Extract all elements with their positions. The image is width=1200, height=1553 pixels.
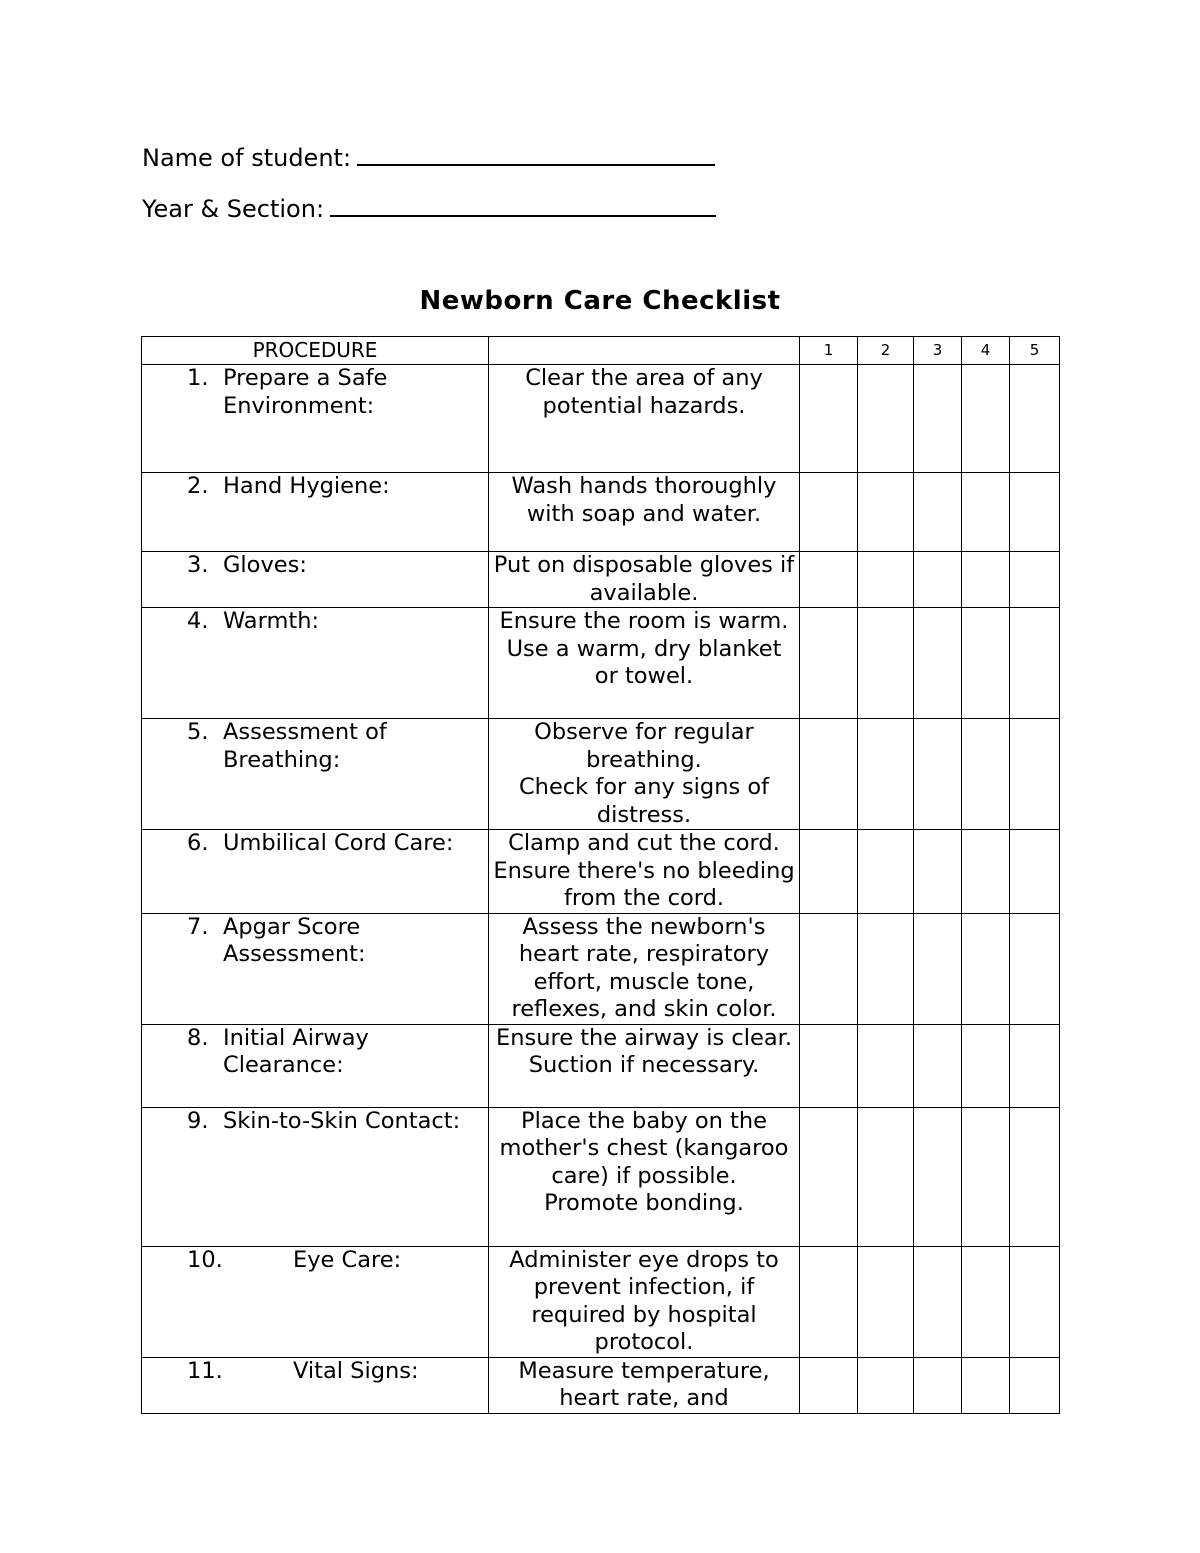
procedure-number: 3. (187, 552, 209, 578)
description-line: Check for any signs of distress. (518, 774, 770, 828)
description-line: Administer eye drops to prevent infection, if required by hospital protocol. (509, 1246, 779, 1355)
procedure-number: 10. (187, 1246, 223, 1273)
procedure-number: 2. (187, 473, 209, 499)
page-title: Newborn Care Checklist (419, 286, 781, 316)
score-cell-2[interactable] (858, 913, 914, 1024)
table-row (142, 473, 1060, 552)
student-name-field (142, 142, 715, 173)
score-cell-5[interactable] (1010, 1357, 1060, 1413)
score-cell-1[interactable] (800, 830, 858, 914)
procedure-name: Umbilical Cord Care: (223, 830, 454, 856)
year-section-blank[interactable] (330, 193, 716, 217)
score-cell-3[interactable] (914, 719, 962, 830)
table-row (142, 1107, 1060, 1246)
procedure-cell (142, 719, 489, 830)
score-cell-1[interactable] (800, 1107, 858, 1246)
procedure-header: PROCEDURE (142, 337, 489, 365)
description-line: Ensure the room is warm. (499, 608, 789, 634)
procedure-number: 5. (187, 719, 209, 745)
score-cell-2[interactable] (858, 365, 914, 473)
procedure-number: 9. (187, 1107, 209, 1134)
procedure-cell (142, 608, 489, 719)
description-line: Assess the newborn's heart rate, respiratory effort, muscle tone, reflexes, and skin color. (511, 913, 777, 1022)
score-cell-3[interactable] (914, 1024, 962, 1107)
year-section-field (142, 193, 716, 224)
table-row (142, 1246, 1060, 1357)
score-cell-5[interactable] (1010, 1024, 1060, 1107)
procedure-name: Skin-to-Skin Contact: (223, 1107, 461, 1134)
score-header: 4 (962, 337, 1010, 365)
score-cell-2[interactable] (858, 830, 914, 914)
procedure-name: Assessment of Breathing: (223, 719, 387, 773)
checklist-table (141, 336, 1060, 1414)
description-cell (489, 1357, 800, 1413)
score-cell-4[interactable] (962, 1024, 1010, 1107)
student-name-label: Name of student: (142, 144, 352, 172)
student-name-blank[interactable] (357, 142, 715, 166)
score-header: 2 (858, 337, 914, 365)
score-cell-5[interactable] (1010, 1107, 1060, 1246)
score-cell-4[interactable] (962, 1107, 1010, 1246)
description-cell (489, 365, 800, 473)
score-cell-3[interactable] (914, 365, 962, 473)
procedure-cell (142, 1246, 489, 1357)
procedure-name: Warmth: (223, 608, 320, 634)
description-line: Use a warm, dry blanket or towel. (506, 635, 782, 689)
description-cell (489, 719, 800, 830)
description-cell (489, 1246, 800, 1357)
table-row (142, 719, 1060, 830)
score-cell-4[interactable] (962, 1357, 1010, 1413)
description-line: Measure temperature, heart rate, and (518, 1357, 770, 1411)
score-cell-3[interactable] (914, 830, 962, 914)
description-header (489, 337, 800, 365)
procedure-cell (142, 1107, 489, 1246)
table-row (142, 1357, 1060, 1413)
score-cell-2[interactable] (858, 1107, 914, 1246)
table-row (142, 608, 1060, 719)
score-cell-1[interactable] (800, 913, 858, 1024)
score-cell-5[interactable] (1010, 365, 1060, 473)
score-cell-5[interactable] (1010, 473, 1060, 552)
procedure-cell (142, 1024, 489, 1107)
score-cell-4[interactable] (962, 913, 1010, 1024)
description-line: Clamp and cut the cord. (508, 830, 780, 856)
score-cell-2[interactable] (858, 719, 914, 830)
description-line: Wash hands thoroughly with soap and water. (511, 473, 777, 527)
description-cell (489, 913, 800, 1024)
description-line: Place the baby on the mother's chest (kangaroo care) if possible. (499, 1107, 789, 1189)
description-line: Suction if necessary. (528, 1052, 760, 1078)
procedure-name: Vital Signs: (293, 1357, 419, 1384)
description-cell (489, 830, 800, 914)
procedure-number: 1. (187, 365, 209, 391)
score-header: 3 (914, 337, 962, 365)
score-header: 1 (800, 337, 858, 365)
description-line: Observe for regular breathing. (534, 719, 754, 773)
procedure-cell (142, 913, 489, 1024)
score-cell-1[interactable] (800, 719, 858, 830)
score-cell-4[interactable] (962, 719, 1010, 830)
procedure-cell (142, 365, 489, 473)
score-cell-4[interactable] (962, 1246, 1010, 1357)
score-cell-4[interactable] (962, 473, 1010, 552)
procedure-name: Gloves: (223, 552, 307, 578)
score-cell-2[interactable] (858, 1357, 914, 1413)
score-cell-4[interactable] (962, 365, 1010, 473)
score-cell-5[interactable] (1010, 608, 1060, 719)
score-cell-3[interactable] (914, 913, 962, 1024)
score-cell-1[interactable] (800, 1246, 858, 1357)
score-cell-5[interactable] (1010, 913, 1060, 1024)
table-row (142, 552, 1060, 608)
description-cell (489, 608, 800, 719)
table-row (142, 1024, 1060, 1107)
description-cell (489, 552, 800, 608)
score-cell-1[interactable] (800, 473, 858, 552)
table-row (142, 830, 1060, 914)
score-cell-5[interactable] (1010, 552, 1060, 608)
score-cell-3[interactable] (914, 608, 962, 719)
procedure-cell (142, 473, 489, 552)
description-line: Promote bonding. (544, 1190, 744, 1216)
year-section-label: Year & Section: (142, 195, 325, 223)
procedure-cell (142, 552, 489, 608)
procedure-number: 6. (187, 830, 209, 856)
procedure-number: 11. (187, 1357, 223, 1384)
score-cell-2[interactable] (858, 552, 914, 608)
score-cell-1[interactable] (800, 552, 858, 608)
score-cell-3[interactable] (914, 1357, 962, 1413)
procedure-name: Eye Care: (293, 1246, 402, 1273)
description-line: Put on disposable gloves if available. (493, 552, 795, 606)
procedure-cell (142, 1357, 489, 1413)
description-cell (489, 1107, 800, 1246)
score-cell-2[interactable] (858, 473, 914, 552)
procedure-number: 7. (187, 913, 209, 940)
score-cell-4[interactable] (962, 830, 1010, 914)
score-cell-5[interactable] (1010, 719, 1060, 830)
score-cell-4[interactable] (962, 552, 1010, 608)
score-cell-2[interactable] (858, 608, 914, 719)
score-cell-3[interactable] (914, 473, 962, 552)
score-cell-1[interactable] (800, 1357, 858, 1413)
description-cell (489, 473, 800, 552)
description-line: Ensure there's no bleeding from the cord. (493, 857, 795, 911)
procedure-name: Hand Hygiene: (223, 473, 390, 499)
score-cell-1[interactable] (800, 608, 858, 719)
procedure-cell (142, 830, 489, 914)
score-header: 5 (1010, 337, 1060, 365)
score-cell-2[interactable] (858, 1024, 914, 1107)
table-row (142, 913, 1060, 1024)
procedure-name: Apgar Score Assessment: (223, 913, 366, 967)
score-cell-5[interactable] (1010, 1246, 1060, 1357)
score-cell-1[interactable] (800, 365, 858, 473)
header-row (142, 337, 1060, 365)
description-line: Clear the area of any potential hazards. (525, 365, 763, 419)
procedure-name: Prepare a Safe Environment: (223, 365, 388, 419)
score-cell-1[interactable] (800, 1024, 858, 1107)
procedure-number: 4. (187, 608, 209, 634)
procedure-number: 8. (187, 1024, 209, 1051)
description-cell (489, 1024, 800, 1107)
score-cell-3[interactable] (914, 1107, 962, 1246)
table-row (142, 365, 1060, 473)
score-cell-4[interactable] (962, 608, 1010, 719)
procedure-name: Initial Airway Clearance: (223, 1024, 369, 1078)
score-cell-3[interactable] (914, 1246, 962, 1357)
score-cell-5[interactable] (1010, 830, 1060, 914)
score-cell-2[interactable] (858, 1246, 914, 1357)
score-cell-3[interactable] (914, 552, 962, 608)
description-line: Ensure the airway is clear. (496, 1024, 792, 1051)
